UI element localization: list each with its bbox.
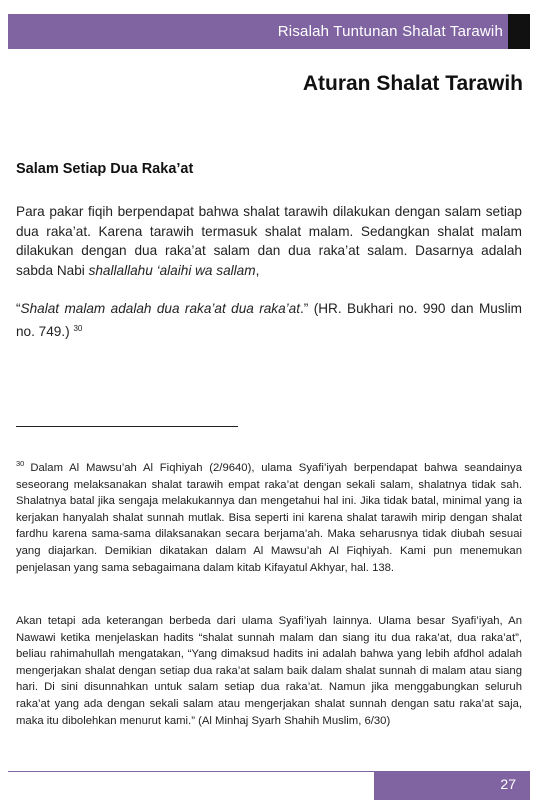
footnote-30 bbox=[16, 456, 522, 576]
footnote-reference[interactable]: 30 bbox=[73, 323, 83, 333]
body-paragraph bbox=[16, 202, 522, 280]
footnote-continuation: Akan tetapi ada keterangan berbeda dari ulama Syafi’iyah lainnya. Ulama besar Syafi’iyah, An Nawawi ketika menjelaskan hadits “shalat sunnah malam dan siang itu dua raka’at, dua raka’at”, beliau rahimahullah mengatakan, “Yang dimaksud hadits ini adalah bahwa yang lebih afdhol adalah mengerjakan shalat dengan setiap dua raka’at salam baik dalam shalat sunnah di malam atau siang hari. Di sini disunnahkan untuk salam setiap dua raka’at. Namun jika menggabungkan seluruh raka’at yang ada dengan sekali salam atau mengerjakan shalat sunnah dengan satu raka’at saja, maka itu dibolehkan menurut kami.” (Al Minhaj Syarh Shahih Muslim, 6/30) bbox=[16, 615, 522, 727]
footer-page-box bbox=[374, 771, 530, 800]
header-black-block bbox=[508, 14, 530, 49]
paragraph-punctuation: , bbox=[255, 262, 260, 278]
footer-rule bbox=[8, 771, 374, 772]
page-number: 27 bbox=[500, 776, 516, 792]
footnote-separator bbox=[16, 426, 238, 427]
paragraph-text: Para pakar fiqih berpendapat bahwa shalat tarawih dilakukan dengan salam setiap dua raka’at. Karena tarawih termasuk shalat malam. Sedangkan shalat malam dilakukan dengan dua raka’at salam dan dua raka’at salam. Dasarnya adalah sabda Nabi bbox=[16, 204, 522, 278]
quote-open-mark: “ bbox=[16, 301, 21, 316]
book-title: Risalah Tuntunan Shalat Tarawih bbox=[277, 23, 503, 40]
section-heading: Salam Setiap Dua Raka’at bbox=[16, 161, 194, 177]
hadith-citation: .” (HR. Bukhari no. 990 dan Muslim no. 749.) bbox=[16, 301, 523, 339]
footnote-number: 30 bbox=[16, 459, 25, 468]
chapter-title: Aturan Shalat Tarawih bbox=[302, 72, 523, 95]
honorific-phrase: shallallahu ‘alaihi wa sallam bbox=[88, 262, 256, 278]
hadith-quote bbox=[16, 299, 522, 341]
hadith-text: Shalat malam adalah dua raka’at dua raka’at bbox=[20, 301, 301, 316]
footnote-text: Dalam Al Mawsu’ah Al Fiqhiyah (2/9640), ulama Syafi’iyah berpendapat bahwa seandainya seseorang melaksanakan shalat tarawih empat raka’at dengan sekali salam, shalatnya tidak sah. Shalatnya batal jika sengaja melakukannya dan mengetahui hal ini. Jika tidak batal, minimal yang ia kerjakan hanyalah shalat sunnah mutlak. Bisa seperti ini karena shalat tarawih mirip dengan shalat fardhu karena sama-sama dilaksanakan secara berjama’ah. Maka seharusnya tidak diubah sesuai yang diajarkan. Demikian dikatakan dalam Al Mawsu’ah Al Fiqhiyah. Kami pun menemukan penjelasan yang sama sebagaimana dalam kitab Kifayatul Akhyar, hal. 138. bbox=[16, 462, 522, 574]
